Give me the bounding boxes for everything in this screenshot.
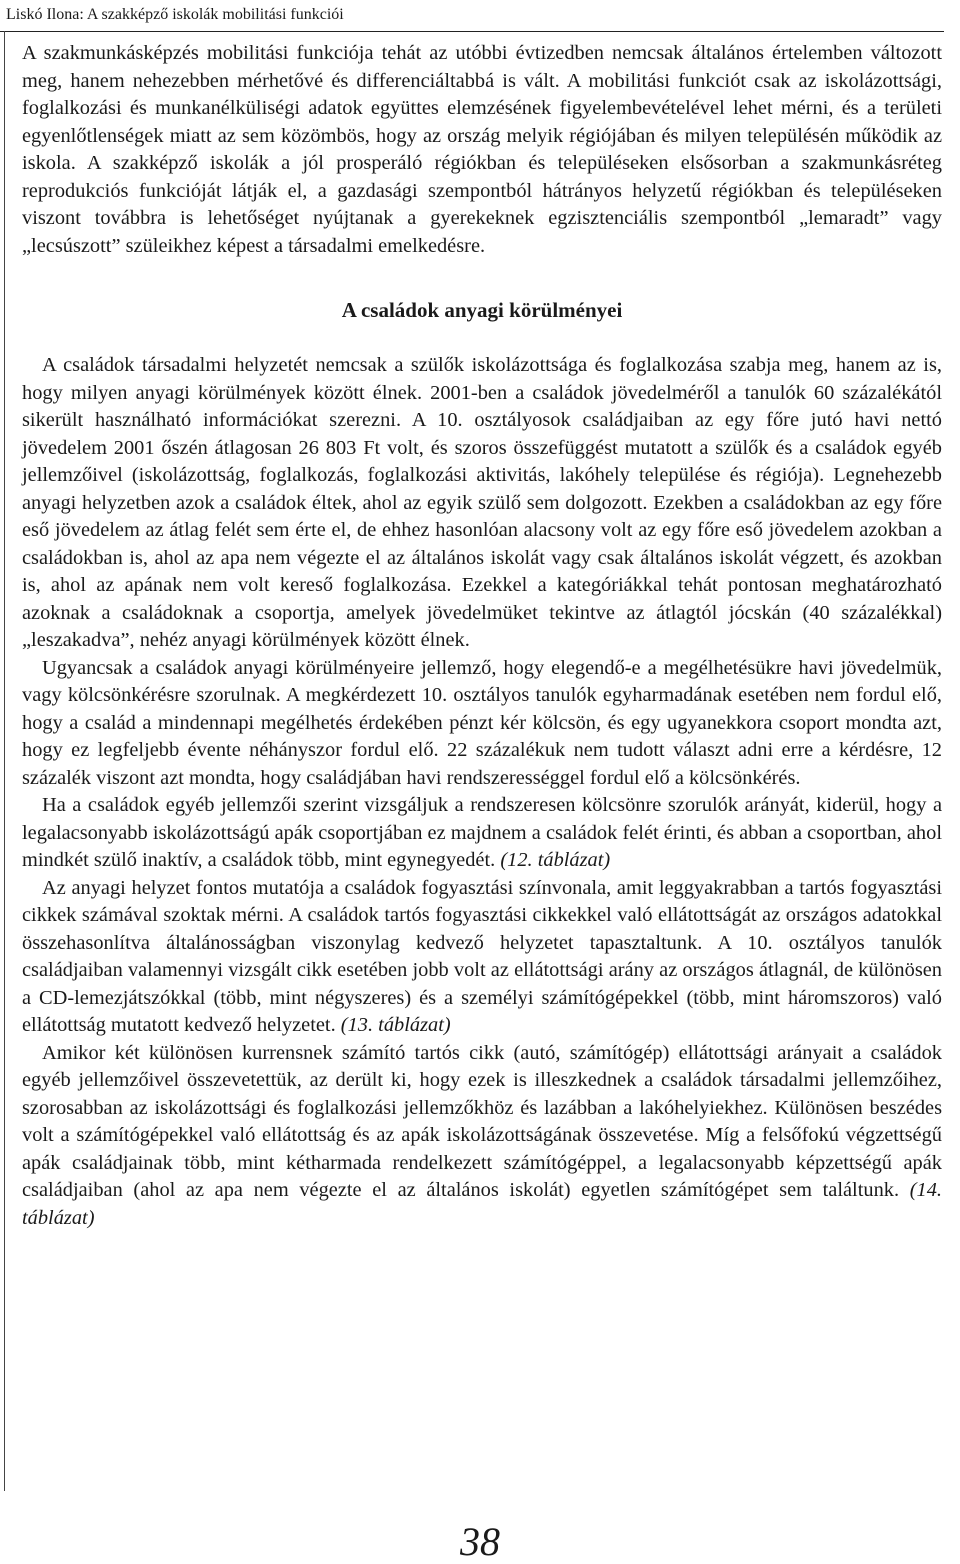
paragraph-text: Az anyagi helyzet fontos mutatója a családok fogyasztási színvonala, amit leggyakrabban a tartós fogyasztási cikkek számával szoktak mérni. A családok tartós fogyasztási cikkekkel való ellátottságát az országos adatokkal összehasonlítva általánosságban viszonylag kedvező helyzetet tapasztaltunk. A 10. osztályos tanulók családjaiban valamennyi vizsgált cikk esetében jobb volt az ellátottsági arány az országos átlagnál, de különösen a CD-lemezjátszókkal (több, mint négyszeres) és a személyi számítógépekkel (több, mint háromszoros) való ellátottság mutatott kedvező helyzetet.	[22, 876, 942, 1036]
paragraph-text: Ugyancsak a családok anyagi körülményeire jellemző, hogy elegendő-e a megélhetésükre havi jövedelmük, vagy kölcsönkérésre szorulnak. A megkérdezett 10. osztályos tanulók egyharmadának esetében nem fordul elő, hogy a család a mindennapi megélhetés érdekében pénzt kér kölcsön, és egy ugyanekkora csoport mondta azt, hogy ez legfeljebb évente néhányszor fordul elő. 22 százalékuk nem tudott választ adni erre a kérdésre, 12 százalék viszont azt mondta, hogy családjában havi rendszerességgel fordul elő a kölcsönkérés.	[22, 656, 942, 789]
paragraph-text: A családok társadalmi helyzetét nemcsak a szülők iskolázottsága és foglalkozása szabja meg, hanem az is, hogy milyen anyagi körülmények között élnek. 2001-ben a családok jövedelméről a tanulók 60 százalékától sikerült használható információkat szerezni. A 10. osztályosok családjaiban az egy főre jutó havi nettó jövedelem 2001 őszén átlagosan 26 803 Ft volt, és szoros összefüggést mutatott a szülők és a családok egyéb jellemzőivel (iskolázottság, foglalkozás, foglalkozási aktivitás, lakóhely települése és régiója). Legnehezebb anyagi helyzetben azok a családok éltek, ahol az egyik szülő sem dolgozott. Ezekben a családokban az egy főre eső jövedelem az átlag felét sem érte el, de ehhez hasonlóan alacsony volt az egy főre eső jövedelem azokban a családokban is, ahol az apa nem végezte el az általános iskolát vagy csak általános iskolát végzett, és azokban is, ahol az apának nem volt kereső foglalkozása. Ezekkel a kategóriákkal tehát pontosan meghatározható azoknak a családoknak a csoportja, amelyek jövedelmüket tekintve az átlagtól jócskán (40 százalékkal) „leszakadva”, nehéz anyagi körülmények között élnek.	[22, 354, 942, 651]
table-reference: (12. táblázat)	[500, 849, 611, 871]
running-head: Liskó Ilona: A szakképző iskolák mobilitási funkciói	[6, 6, 344, 23]
table-reference: (13. táblázat)	[340, 1014, 451, 1036]
page-body	[22, 40, 942, 1232]
section-title: A családok anyagi körülményei	[341, 298, 623, 322]
body-paragraph	[22, 792, 942, 875]
body-paragraph	[22, 1040, 942, 1233]
table-reference: (14. táblázat)	[22, 1179, 942, 1229]
body-paragraph	[22, 352, 942, 655]
paragraph-text: Amikor két különösen kurrensnek számító tartós cikk (autó, számítógép) ellátottsági arányait a családok egyéb jellemzőivel összevetettük, az derült ki, hogy ezek is illeszkednek a családok társadalmi jellemzőihez, szorosabban az iskolázottsági és foglalkozási jellemzőkhöz és lazábban a lakóhelyiekhez. Különösen beszédes volt a számítógépekkel való ellátottság és az apák iskolázottságának összevetése. Míg a felsőfokú végzettségű apák családjainak több, mint kétharmada rendelkezett számítógéppel, a legalacsonyabb képzettségű apák családjaiban (ahol az apa nem végezte el az általános iskolát) egyetlen számítógépet sem találtunk.	[22, 1041, 942, 1201]
page-number: 38	[460, 1519, 500, 1564]
paragraph-text: Ha a családok egyéb jellemzői szerint vizsgáljuk a rendszeresen kölcsönre szorulók arányát, kiderül, hogy a legalacsonyabb iskolázottságú apák csoportjában ez majdnem a családok felét érinti, és abban a csoportban, ahol mindkét szülő inaktív, a családok több, mint egynegyedét.	[22, 794, 942, 871]
body-paragraph	[22, 875, 942, 1040]
intro-paragraph: A szakmunkásképzés mobilitási funkciója tehát az utóbbi évtizedben nemcsak általános értelemben változott meg, hanem nehezebben mérhetővé és differenciáltabbá is vált. A mobilitási funkciót csak az iskolázottsági, foglalkozási és munkanélküliségi adatok együttes elemzésének figyelembevételével lehet mérni, és a területi egyenlőtlenségek miatt az sem közömbös, hogy az ország melyik régiójában és milyen településén működik az iskola. A szakképző iskolák a jól prosperáló régiókban és településeken elsősorban a szakmunkásréteg reprodukciós funkcióját látják el, a gazdasági szempontból hátrányos helyzetű régiókban és településeken viszont továbbra is lehetőséget nyújtanak a gyerekeknek egzisztenciális szempontból „lemaradt” vagy „lecsúszott” szüleikhez képest a társadalmi emelkedésre.	[22, 42, 942, 257]
body-paragraph	[22, 655, 942, 793]
header-rule	[0, 31, 944, 32]
margin-rule	[4, 31, 5, 1491]
